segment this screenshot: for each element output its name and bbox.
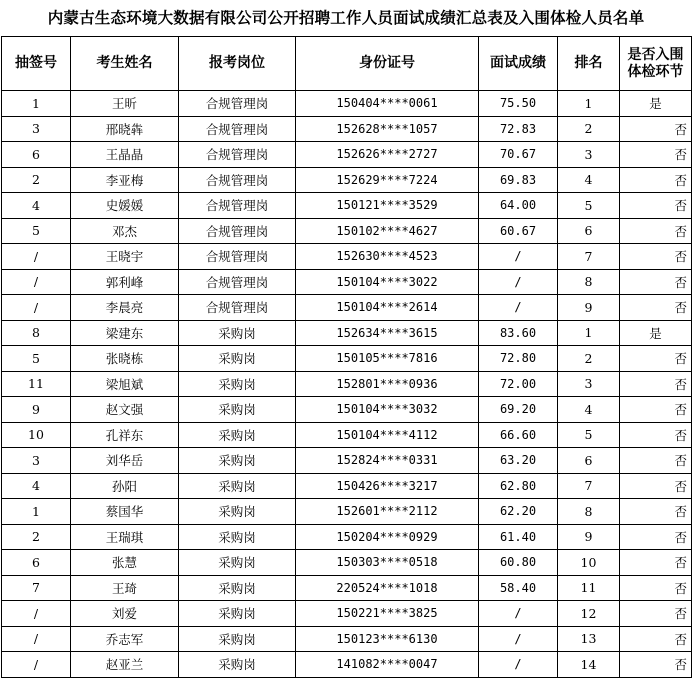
draw-number-cell: 6 [2,550,71,576]
rank-cell: 7 [558,244,620,270]
draw-number-cell: 10 [2,422,71,448]
table-row [2,320,692,346]
rank-cell: 6 [558,218,620,244]
header-interview-score: 面试成绩 [479,37,558,91]
candidate-name-cell: 赵文强 [71,397,179,423]
table-row [2,269,692,295]
medical-check-cell: 否 [620,167,692,193]
position-cell: 采购岗 [179,473,296,499]
position-cell: 采购岗 [179,422,296,448]
draw-number-cell: 3 [2,116,71,142]
id-number-cell: 152629****7224 [296,167,479,193]
rank-cell: 5 [558,193,620,219]
draw-number-cell: 11 [2,371,71,397]
rank-cell: 1 [558,320,620,346]
rank-cell: 4 [558,167,620,193]
candidate-name-cell: 邢晓犇 [71,116,179,142]
table-row [2,91,692,117]
rank-cell: 2 [558,116,620,142]
id-number-cell: 150426****3217 [296,473,479,499]
medical-check-cell: 否 [620,269,692,295]
table-row [2,524,692,550]
draw-number-cell: 4 [2,473,71,499]
interview-score-cell: 58.40 [479,575,558,601]
medical-check-cell: 否 [620,473,692,499]
interview-score-cell: 72.80 [479,346,558,372]
id-number-cell: 152634****3615 [296,320,479,346]
medical-check-cell: 否 [620,142,692,168]
interview-score-cell: 72.83 [479,116,558,142]
table-body [2,91,692,678]
id-number-cell: 150104****4112 [296,422,479,448]
candidate-name-cell: 刘华岳 [71,448,179,474]
medical-check-cell: 否 [620,371,692,397]
rank-cell: 7 [558,473,620,499]
position-cell: 采购岗 [179,524,296,550]
medical-check-cell: 否 [620,116,692,142]
medical-check-cell: 否 [620,575,692,601]
position-cell: 合规管理岗 [179,167,296,193]
id-number-cell: 220524****1018 [296,575,479,601]
candidate-name-cell: 李晨亮 [71,295,179,321]
position-cell: 合规管理岗 [179,91,296,117]
draw-number-cell: / [2,626,71,652]
position-cell: 合规管理岗 [179,244,296,270]
position-cell: 合规管理岗 [179,193,296,219]
id-number-cell: 150102****4627 [296,218,479,244]
interview-score-cell: 70.67 [479,142,558,168]
id-number-cell: 150404****0061 [296,91,479,117]
medical-check-cell: 否 [620,448,692,474]
draw-number-cell: / [2,601,71,627]
candidate-name-cell: 邓杰 [71,218,179,244]
draw-number-cell: / [2,295,71,321]
candidate-name-cell: 王琦 [71,575,179,601]
interview-score-cell: / [479,626,558,652]
interview-score-cell: 61.40 [479,524,558,550]
header-position: 报考岗位 [179,37,296,91]
candidate-name-cell: 梁旭斌 [71,371,179,397]
table-row [2,652,692,678]
id-number-cell: 150104****3022 [296,269,479,295]
id-number-cell: 141082****0047 [296,652,479,678]
draw-number-cell: / [2,269,71,295]
rank-cell: 2 [558,346,620,372]
position-cell: 采购岗 [179,397,296,423]
candidate-name-cell: 梁建东 [71,320,179,346]
interview-score-cell: / [479,295,558,321]
draw-number-cell: 2 [2,524,71,550]
id-number-cell: 150123****6130 [296,626,479,652]
interview-score-cell: 62.80 [479,473,558,499]
table-row [2,499,692,525]
medical-check-cell: 否 [620,422,692,448]
interview-score-cell: / [479,601,558,627]
id-number-cell: 152630****4523 [296,244,479,270]
rank-cell: 12 [558,601,620,627]
position-cell: 合规管理岗 [179,295,296,321]
medical-check-cell: 否 [620,244,692,270]
header-medical-check: 是否入围体检环节 [620,37,692,91]
interview-score-cell: 72.00 [479,371,558,397]
interview-score-cell: 64.00 [479,193,558,219]
medical-check-cell: 否 [620,499,692,525]
table-row [2,626,692,652]
medical-check-cell: 否 [620,346,692,372]
position-cell: 采购岗 [179,346,296,372]
header-id-number: 身份证号 [296,37,479,91]
draw-number-cell: 8 [2,320,71,346]
table-row [2,193,692,219]
candidate-name-cell: 李亚梅 [71,167,179,193]
position-cell: 采购岗 [179,371,296,397]
rank-cell: 10 [558,550,620,576]
table-row [2,448,692,474]
interview-score-cell: / [479,269,558,295]
candidate-name-cell: 张晓栋 [71,346,179,372]
medical-check-cell: 否 [620,550,692,576]
draw-number-cell: / [2,652,71,678]
id-number-cell: 152601****2112 [296,499,479,525]
interview-score-cell: 63.20 [479,448,558,474]
position-cell: 采购岗 [179,499,296,525]
draw-number-cell: 4 [2,193,71,219]
rank-cell: 1 [558,91,620,117]
medical-check-cell: 是 [620,91,692,117]
position-cell: 采购岗 [179,575,296,601]
rank-cell: 4 [558,397,620,423]
position-cell: 合规管理岗 [179,218,296,244]
rank-cell: 8 [558,499,620,525]
candidate-name-cell: 王瑞琪 [71,524,179,550]
position-cell: 采购岗 [179,550,296,576]
header-row [2,37,692,91]
draw-number-cell: 5 [2,218,71,244]
medical-check-cell: 否 [620,295,692,321]
table-row [2,218,692,244]
candidate-name-cell: 王晶晶 [71,142,179,168]
table-row [2,575,692,601]
draw-number-cell: / [2,244,71,270]
page-title: 内蒙古生态环境大数据有限公司公开招聘工作人员面试成绩汇总表及入围体检人员名单 [47,8,645,27]
table-row [2,295,692,321]
rank-cell: 14 [558,652,620,678]
results-table [1,36,692,678]
rank-cell: 9 [558,295,620,321]
position-cell: 合规管理岗 [179,116,296,142]
medical-check-cell: 否 [620,397,692,423]
table-row [2,397,692,423]
medical-check-cell: 否 [620,524,692,550]
candidate-name-cell: 张慧 [71,550,179,576]
rank-cell: 6 [558,448,620,474]
id-number-cell: 150104****2614 [296,295,479,321]
medical-check-cell: 否 [620,218,692,244]
draw-number-cell: 9 [2,397,71,423]
id-number-cell: 150221****3825 [296,601,479,627]
rank-cell: 3 [558,142,620,168]
draw-number-cell: 1 [2,499,71,525]
draw-number-cell: 5 [2,346,71,372]
candidate-name-cell: 刘爱 [71,601,179,627]
interview-score-cell: 60.67 [479,218,558,244]
medical-check-cell: 否 [620,652,692,678]
interview-score-cell: / [479,244,558,270]
table-row [2,346,692,372]
rank-cell: 9 [558,524,620,550]
rank-cell: 8 [558,269,620,295]
position-cell: 采购岗 [179,601,296,627]
position-cell: 采购岗 [179,320,296,346]
id-number-cell: 150303****0518 [296,550,479,576]
table-row [2,142,692,168]
interview-score-cell: 75.50 [479,91,558,117]
interview-score-cell: 69.83 [479,167,558,193]
table-row [2,244,692,270]
position-cell: 合规管理岗 [179,269,296,295]
candidate-name-cell: 王晓宇 [71,244,179,270]
medical-check-cell: 否 [620,193,692,219]
draw-number-cell: 1 [2,91,71,117]
table-row [2,116,692,142]
interview-score-cell: 83.60 [479,320,558,346]
id-number-cell: 150104****3032 [296,397,479,423]
rank-cell: 13 [558,626,620,652]
table-row [2,167,692,193]
table-row [2,473,692,499]
interview-score-cell: 69.20 [479,397,558,423]
candidate-name-cell: 乔志军 [71,626,179,652]
position-cell: 采购岗 [179,448,296,474]
table-row [2,550,692,576]
id-number-cell: 152628****1057 [296,116,479,142]
candidate-name-cell: 孙阳 [71,473,179,499]
interview-score-cell: 62.20 [479,499,558,525]
candidate-name-cell: 赵亚兰 [71,652,179,678]
candidate-name-cell: 孔祥东 [71,422,179,448]
draw-number-cell: 6 [2,142,71,168]
header-draw-number: 抽签号 [2,37,71,91]
id-number-cell: 152824****0331 [296,448,479,474]
id-number-cell: 150204****0929 [296,524,479,550]
id-number-cell: 150121****3529 [296,193,479,219]
interview-score-cell: / [479,652,558,678]
draw-number-cell: 3 [2,448,71,474]
draw-number-cell: 2 [2,167,71,193]
candidate-name-cell: 王昕 [71,91,179,117]
id-number-cell: 152801****0936 [296,371,479,397]
medical-check-cell: 否 [620,626,692,652]
interview-score-cell: 66.60 [479,422,558,448]
id-number-cell: 152626****2727 [296,142,479,168]
interview-score-cell: 60.80 [479,550,558,576]
table-row [2,422,692,448]
position-cell: 采购岗 [179,652,296,678]
candidate-name-cell: 史媛媛 [71,193,179,219]
candidate-name-cell: 郭利峰 [71,269,179,295]
medical-check-cell: 否 [620,601,692,627]
table-row [2,371,692,397]
candidate-name-cell: 蔡国华 [71,499,179,525]
medical-check-cell: 是 [620,320,692,346]
header-candidate-name: 考生姓名 [71,37,179,91]
id-number-cell: 150105****7816 [296,346,479,372]
rank-cell: 3 [558,371,620,397]
rank-cell: 5 [558,422,620,448]
position-cell: 采购岗 [179,626,296,652]
rank-cell: 11 [558,575,620,601]
position-cell: 合规管理岗 [179,142,296,168]
header-rank: 排名 [558,37,620,91]
draw-number-cell: 7 [2,575,71,601]
table-row [2,601,692,627]
